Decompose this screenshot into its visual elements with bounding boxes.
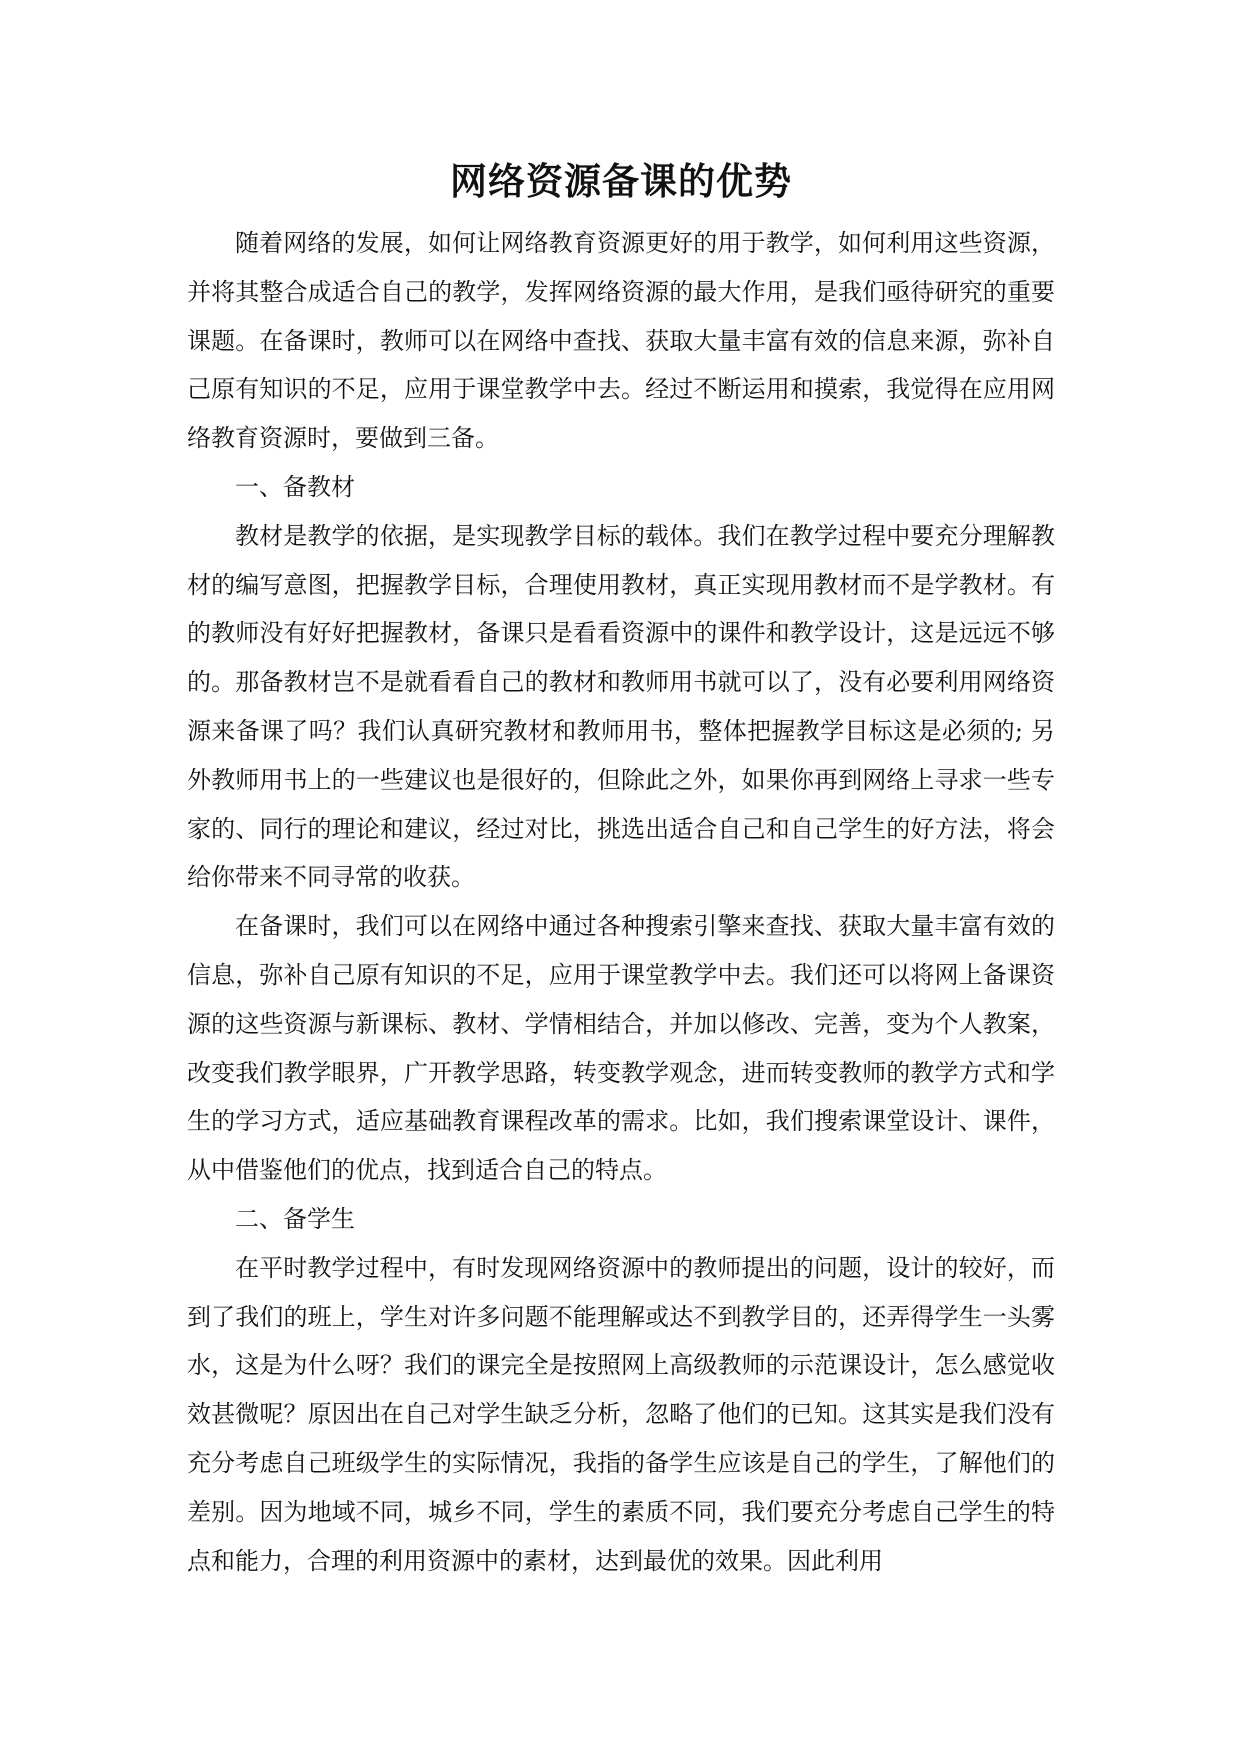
textbook-paragraph-2: 在备课时，我们可以在网络中通过各种搜索引擎来查找、获取大量丰富有效的信息，弥补自己原有知识的不足，应用于课堂教学中去。我们还可以将网上备课资源的这些资源与新课标、教材、学情相结合，并加以修改、完善，变为个人教案，改变我们教学眼界，广开教学思路，转变教学观念，进而转变教师的教学方式和学生的学习方式，适应基础教育课程改革的需求。比如，我们搜索课堂设计、课件，从中借鉴他们的优点，找到适合自己的特点。 [187, 912, 1055, 1185]
section-heading-textbook: 一、备教材 [235, 472, 355, 501]
intro-paragraph: 随着网络的发展，如何让网络教育资源更好的用于教学，如何利用这些资源，并将其整合成适合自己的教学，发挥网络资源的最大作用，是我们亟待研究的重要课题。在备课时，教师可以在网络中查找、获取大量丰富有效的信息来源，弥补自己原有知识的不足，应用于课堂教学中去。经过不断运用和摸索，我觉得在应用网络教育资源时，要做到三备。 [187, 229, 1055, 453]
section-heading-students: 二、备学生 [235, 1204, 355, 1233]
document-body [187, 155, 1055, 1585]
textbook-paragraph-1: 教材是教学的依据，是实现教学目标的载体。我们在教学过程中要充分理解教材的编写意图，把握教学目标，合理使用教材，真正实现用教材而不是学教材。有的教师没有好好把握教材，备课只是看看资源中的课件和教学设计，这是远远不够的。那备教材岂不是就看看自己的教材和教师用书就可以了，没有必要利用网络资源来备课了吗？我们认真研究教材和教师用书，整体把握教学目标这是必须的; 另外教师用书上的一些建议也是很好的，但除此之外，如果你再到网络上寻求一些专家的、同行的理论和建议，经过对比，挑选出适合自己和自己学生的好方法，将会给你带来不同寻常的收获。 [187, 521, 1055, 892]
students-paragraph-1: 在平时教学过程中，有时发现网络资源中的教师提出的问题，设计的较好，而到了我们的班上，学生对许多问题不能理解或达不到教学目的，还弄得学生一头雾水，这是为什么呀？我们的课完全是按照网上高级教师的示范课设计，怎么感觉收效甚微呢？原因出在自己对学生缺乏分析，忽略了他们的已知。这其实是我们没有充分考虑自己班级学生的实际情况，我指的备学生应该是自己的学生，了解他们的差别。因为地域不同，城乡不同，学生的素质不同，我们要充分考虑自己学生的特点和能力，合理的利用资源中的素材，达到最优的效果。因此利用 [187, 1253, 1055, 1575]
document-title: 网络资源备课的优势 [450, 159, 792, 203]
